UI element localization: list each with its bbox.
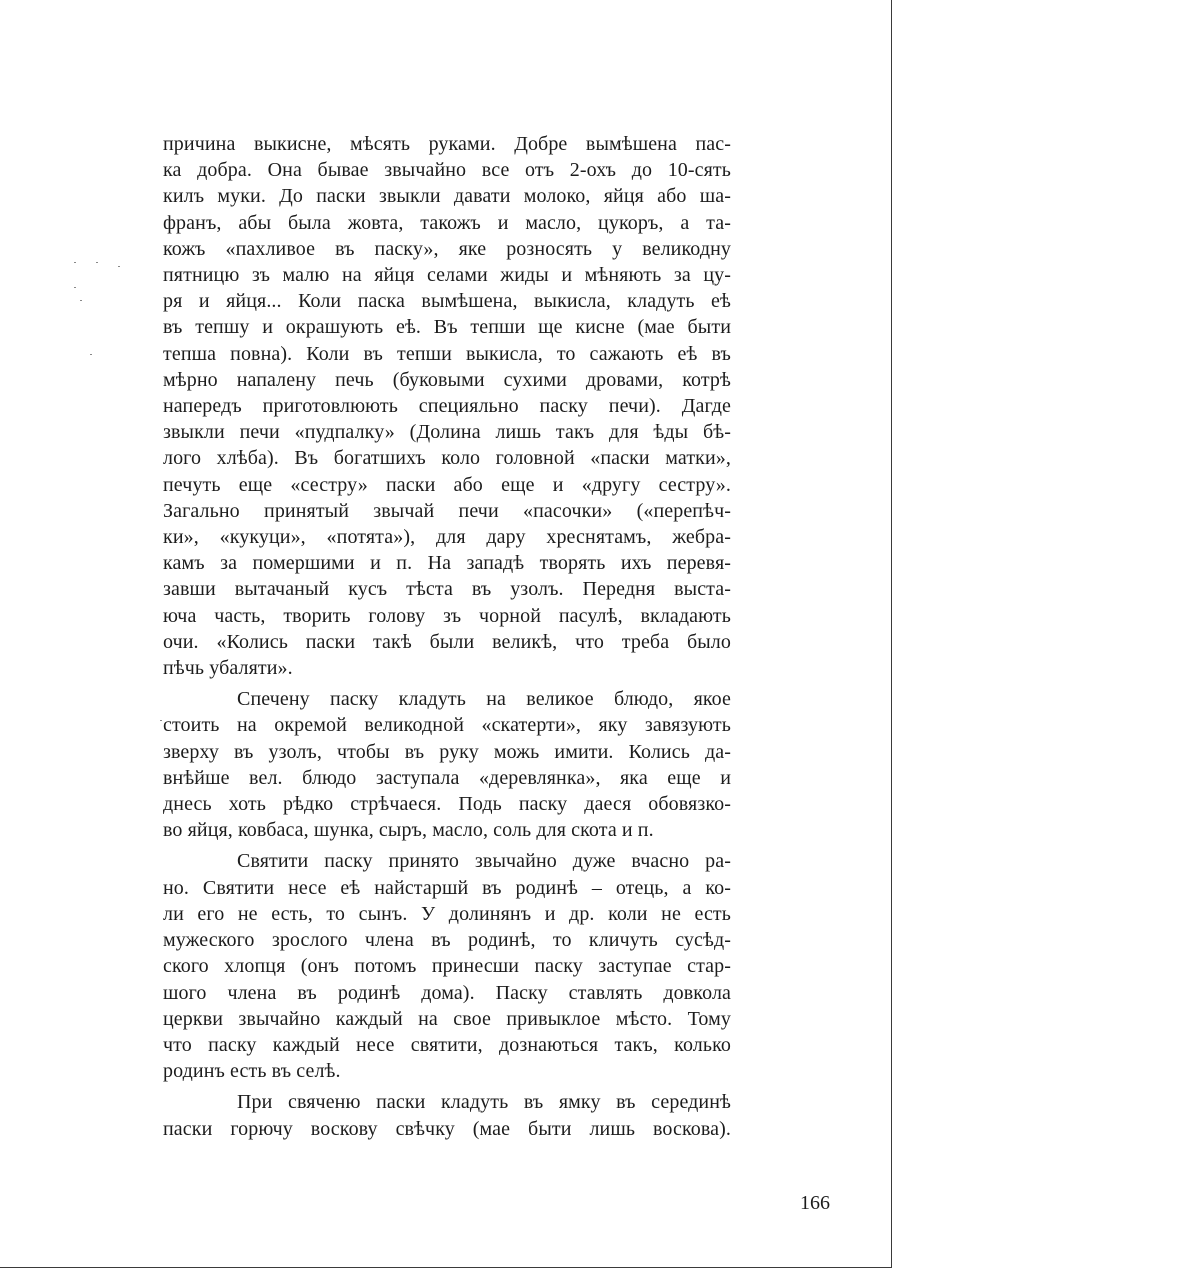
text-line: лого хлѣба). Въ богатшихъ коло головной «паски матки», bbox=[163, 447, 731, 470]
text-line: килъ муки. До паски звыкли давати молоко, яйця або ша- bbox=[163, 185, 731, 208]
text-line: тепша повна). Коли въ тепши выкисла, то сажають еѣ въ bbox=[163, 342, 731, 365]
text-line: Святити паску принято звычайно дуже вчасно ра- bbox=[237, 850, 731, 873]
text-line: родинъ есть въ селѣ. bbox=[163, 1060, 341, 1083]
text-line: но. Святити несе еѣ найстаршй въ родинѣ – отець, а ко- bbox=[163, 876, 731, 899]
text-line: завши вытачаный кусъ тѣста въ узолъ. Передня выста- bbox=[163, 578, 731, 601]
paragraph-1 bbox=[163, 131, 731, 681]
text-line: пятницю зъ малю на яйця селами жиды и мѣняють за цу- bbox=[163, 264, 731, 287]
text-line: мужеского зрослого члена въ родинѣ, то кличуть сусѣд- bbox=[163, 929, 731, 952]
text-line: зверху въ узолъ, чтобы въ руку можь имити. Колись да- bbox=[163, 740, 731, 763]
page-number: 166 bbox=[800, 1192, 830, 1214]
text-line: ка добра. Она бывае звычайно все отъ 2-охъ до 10-сять bbox=[163, 159, 731, 182]
text-line: звыкли печи «пудпалку» (Долина лишь такъ для ѣды бѣ- bbox=[163, 421, 731, 444]
text-line: ского хлопця (онъ потомъ принесши паску заступае стар- bbox=[163, 955, 731, 978]
paragraph-4 bbox=[163, 1089, 731, 1141]
text-line: въ тепшу и окрашують еѣ. Въ тепши ще кисне (мае быти bbox=[163, 316, 731, 339]
text-line: очи. «Колись паски такѣ были великѣ, что треба было bbox=[163, 630, 731, 653]
body-text bbox=[163, 131, 731, 1142]
text-line: напередъ приготовлюють специяльно паску печи). Дагде bbox=[163, 395, 731, 418]
text-line: юча часть, творить голову зъ чорной пасулѣ, вкладають bbox=[163, 604, 731, 627]
text-line: ки», «кукуци», «потята»), для дару хреснятамъ, жебра- bbox=[163, 526, 731, 549]
text-line: пѣчь убаляти». bbox=[163, 657, 293, 680]
text-line: причина выкисне, мѣсять руками. Добре вымѣшена пас- bbox=[163, 133, 731, 155]
text-line: При свяченю паски кладуть въ ямку въ серединѣ bbox=[237, 1091, 731, 1114]
text-line: печуть еще «сестру» паски або еще и «другу сестру». bbox=[163, 473, 731, 496]
text-line: камъ за помершими и п. На западѣ творять ихъ перевя- bbox=[163, 552, 731, 575]
text-line: во яйця, ковбаса, шунка, сыръ, масло, соль для скота и п. bbox=[163, 819, 654, 842]
text-line: шого члена въ родинѣ дома). Паску ставлять довкола bbox=[163, 981, 731, 1004]
text-line: Загально принятый звычай печи «пасочки» («перепѣч- bbox=[163, 499, 731, 522]
text-line: ря и яйця... Коли паска вымѣшена, выкисла, кладуть еѣ bbox=[163, 290, 731, 313]
paragraph-3 bbox=[163, 848, 731, 1084]
text-line: церкви звычайно каждый на свое привыклое мѣсто. Тому bbox=[163, 1007, 731, 1030]
text-line: внѣйше вел. блюдо заступала «деревлянка», яка еще и bbox=[163, 766, 731, 789]
text-line: днесь хоть рѣдко стрѣчаеся. Подь паску даеся обовязко- bbox=[163, 793, 731, 816]
text-line: паски горючу воскову свѣчку (мае быти лишь воскова). bbox=[163, 1117, 731, 1140]
text-line: франъ, абы была жовта, такожъ и масло, цукоръ, а та- bbox=[163, 211, 731, 234]
paragraph-2 bbox=[163, 686, 731, 843]
text-line: Спечену паску кладуть на великое блюдо, якое bbox=[237, 688, 731, 711]
text-line: мѣрно напалену печь (буковыми сухими дровами, котрѣ bbox=[163, 368, 731, 391]
text-line: ли его не есть, то сынъ. У долинянъ и др. коли не есть bbox=[163, 902, 731, 925]
text-line: стоить на окремой великодной «скатерти», яку завязують bbox=[163, 714, 731, 737]
text-line: кожъ «пахливое въ паску», яке розносять у великодну bbox=[163, 237, 731, 260]
text-line: что паску каждый несе святити, дознаються такъ, колько bbox=[163, 1033, 731, 1056]
